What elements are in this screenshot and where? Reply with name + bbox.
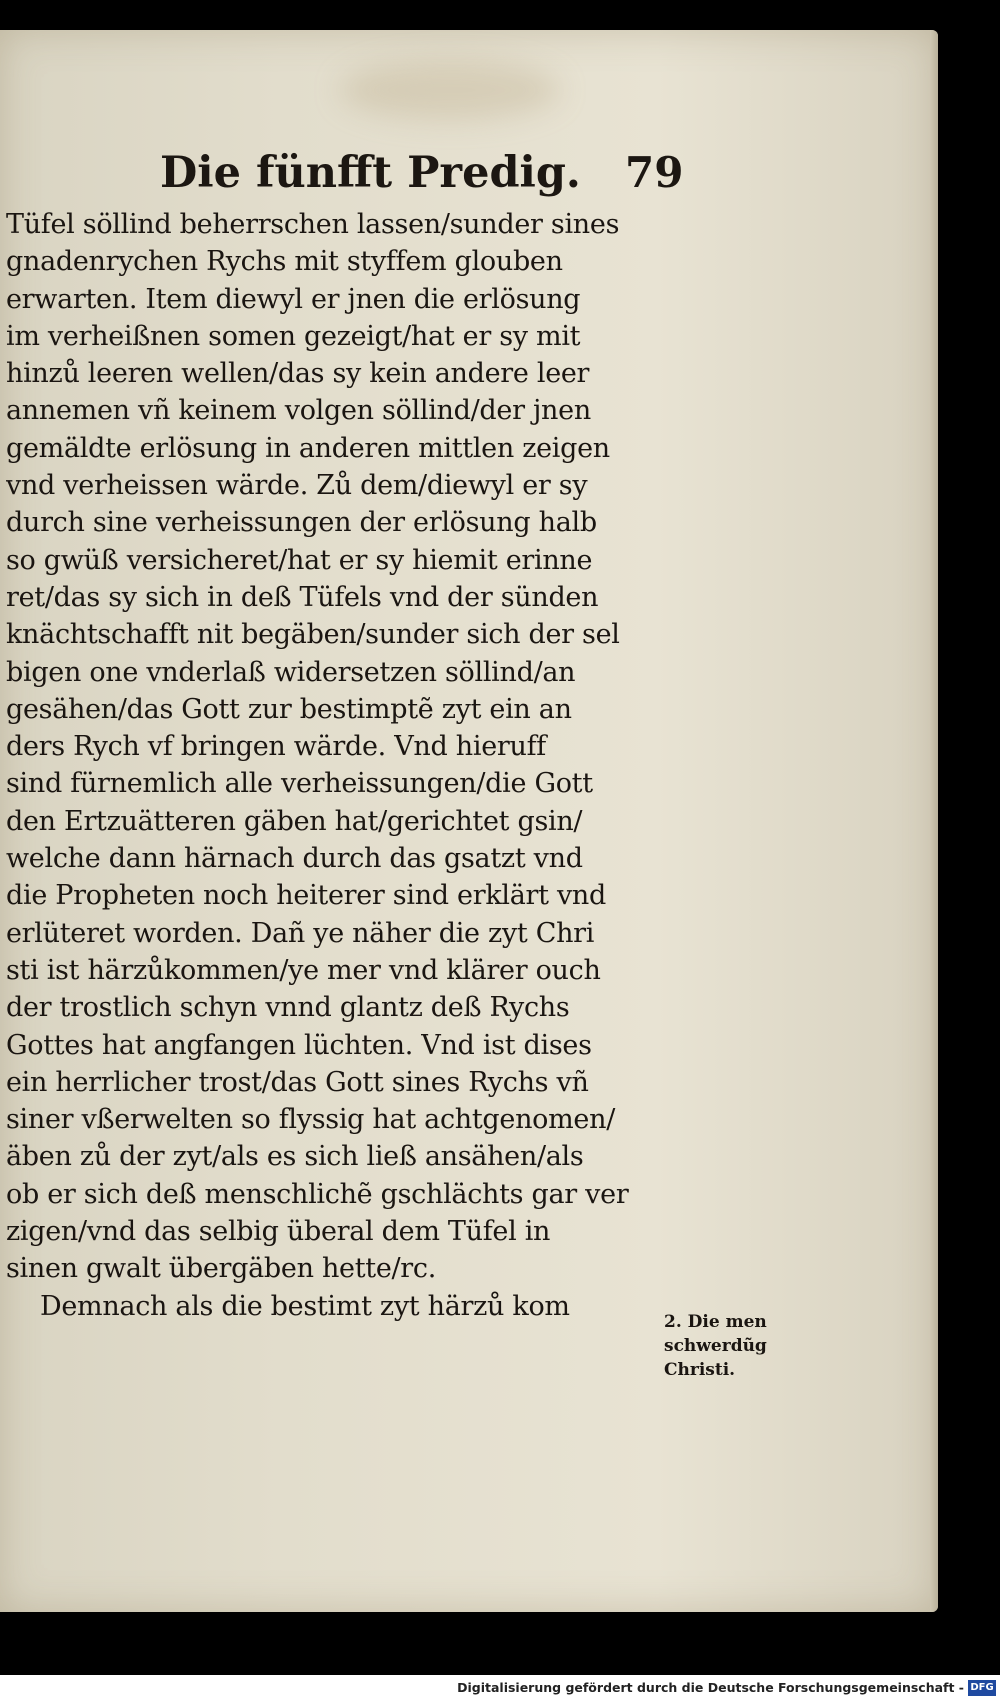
text-line: erlüteret worden. Dañ ye näher die zyt Chri [6, 917, 595, 949]
text-line: ret/das sy sich in deß Tüfels vnd der sünden [6, 581, 599, 613]
text-line: im verheißnen somen gezeigt/hat er sy mit [6, 320, 581, 352]
text-line: so gwüß versicheret/hat er sy hiemit erinne [6, 544, 593, 576]
text-line: bigen one vnderlaß widersetzen söllind/an [6, 656, 576, 688]
text-line: gemäldte erlösung in anderen mittlen zeigen [6, 432, 610, 464]
text-line: die Propheten noch heiterer sind erklärt vnd [6, 880, 606, 912]
margin-note [664, 1310, 804, 1382]
text-line: den Ertzuätteren gäben hat/gerichtet gsin/ [6, 805, 583, 837]
text-line: Demnach als die bestimt zyt härzů kom [40, 1290, 570, 1322]
running-head [0, 148, 938, 208]
margin-note-line: Christi. [664, 1360, 736, 1380]
book-page [0, 30, 938, 1612]
margin-note-line: schwerdũg [664, 1336, 767, 1356]
running-title: Die fünfft Predig. [160, 148, 581, 198]
text-line: Gottes hat angfangen lüchten. Vnd ist dises [6, 1029, 592, 1061]
page-edge [930, 30, 938, 1612]
text-line: hinzů leeren wellen/das sy kein andere leer [6, 358, 590, 390]
text-line: zigen/vnd das selbig überal dem Tüfel in [6, 1216, 551, 1248]
folio-number: 79 [625, 148, 684, 197]
text-line: knächtschafft nit begäben/sunder sich der sel [6, 619, 620, 651]
page-stain [340, 60, 560, 120]
text-line: gesähen/das Gott zur bestimptẽ zyt ein an [6, 693, 572, 725]
text-line: ob er sich deß menschlichẽ gschlächts gar ver [6, 1178, 629, 1210]
margin-note-line: 2. Die men [664, 1312, 767, 1332]
text-line: welche dann härnach durch das gsatzt vnd [6, 843, 583, 875]
footer-bar [0, 1675, 1000, 1703]
text-line: vnd verheissen wärde. Zů dem/diewyl er sy [6, 470, 588, 502]
text-line: sind fürnemlich alle verheissungen/die Gott [6, 768, 593, 800]
funding-credit: Digitalisierung gefördert durch die Deutsche Forschungsgemeinschaft - [457, 1680, 964, 1695]
text-line: ein herrlicher trost/das Gott sines Rychs vñ [6, 1066, 589, 1098]
text-line: durch sine verheissungen der erlösung halb [6, 507, 597, 539]
text-line: annemen vñ keinem volgen söllind/der jnen [6, 395, 591, 427]
text-line: gnadenrychen Rychs mit styffem glouben [6, 246, 563, 278]
dfg-logo: DFG [968, 1680, 996, 1696]
text-line: siner vßerwelten so flyssig hat achtgenomen/ [6, 1104, 615, 1136]
text-line: erwarten. Item diewyl er jnen die erlösung [6, 283, 581, 315]
text-line: der trostlich schyn vnnd glantz deß Rychs [6, 992, 570, 1024]
body-text [6, 206, 686, 1325]
text-line: sti ist härzůkommen/ye mer vnd klärer ouch [6, 954, 601, 986]
text-line: sinen gwalt übergäben hette/rc. [6, 1253, 437, 1285]
text-line: ders Rych vf bringen wärde. Vnd hieruff [6, 731, 546, 763]
text-line: Tüfel söllind beherrschen lassen/sunder sines [6, 209, 620, 240]
text-line: äben zů der zyt/als es sich ließ ansähen/als [6, 1141, 584, 1173]
